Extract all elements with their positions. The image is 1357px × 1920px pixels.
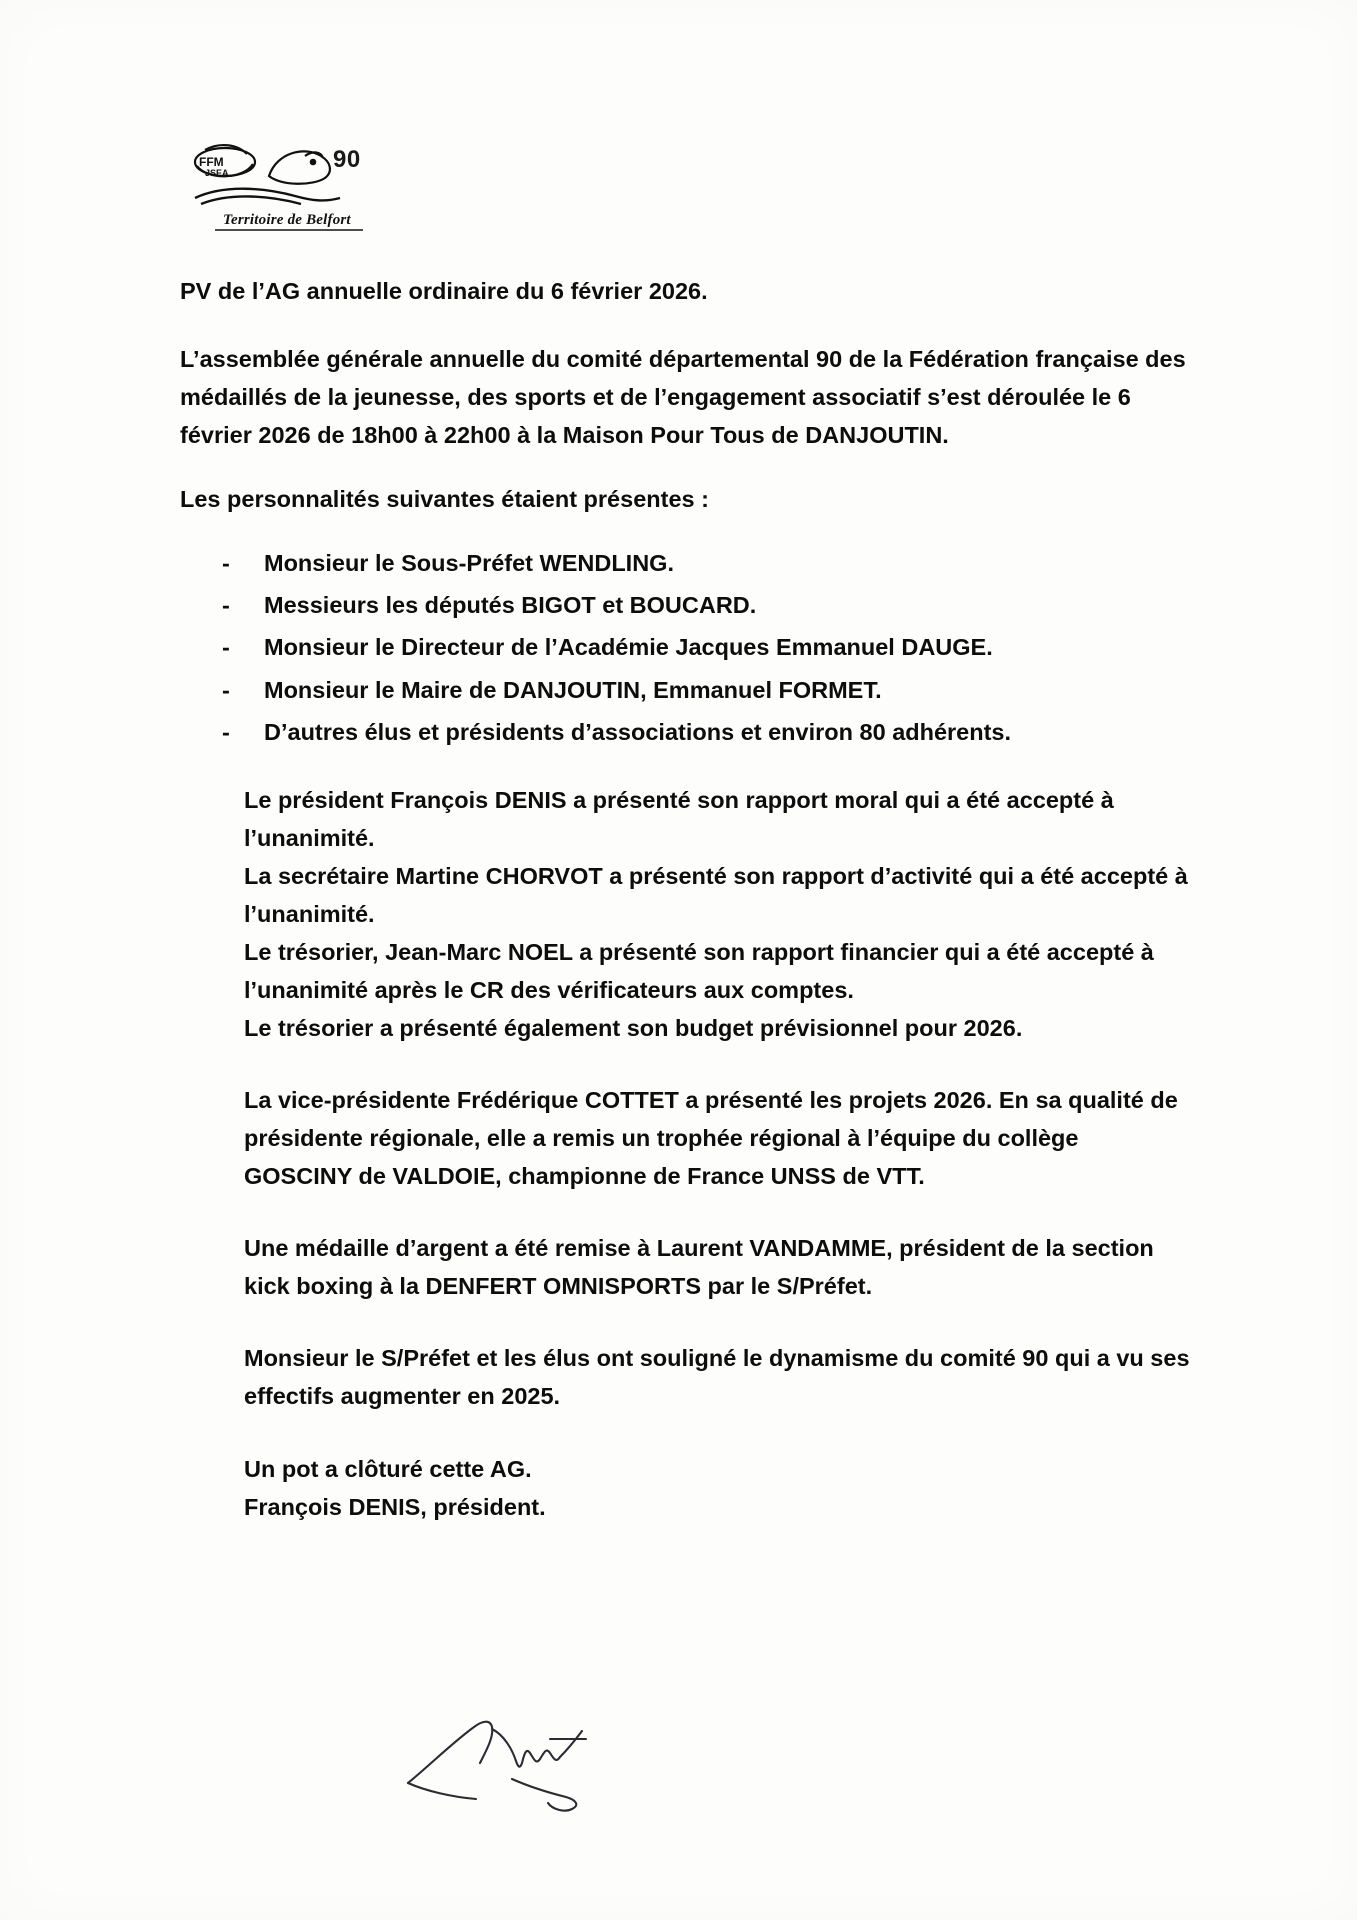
- bullet-marker: -: [222, 634, 230, 661]
- report-budget: Le trésorier a présenté également son budget prévisionnel pour 2026.: [244, 1015, 1023, 1041]
- signer-line: François DENIS, président.: [244, 1493, 546, 1520]
- closing-line: Un pot a clôturé cette AG.: [244, 1455, 532, 1482]
- list-item: [222, 586, 1190, 624]
- signature-mark: [400, 1705, 650, 1825]
- list-item: [222, 671, 1190, 709]
- bullet-marker: -: [222, 718, 230, 745]
- bullet-marker: -: [222, 550, 230, 577]
- bullet-marker: -: [222, 592, 230, 619]
- list-item: [222, 713, 1190, 751]
- report-activity: La secrétaire Martine CHORVOT a présenté son rapport d’activité qui a été accepté à l’unanimité.: [244, 862, 1188, 927]
- svg-text:FFM: FFM: [199, 155, 224, 169]
- list-item: [222, 628, 1190, 666]
- department-number: 90: [333, 146, 361, 173]
- document-body: [180, 272, 1190, 1526]
- list-item-label: D’autres élus et présidents d’associations et environ 80 adhérents.: [264, 718, 1012, 745]
- list-item: [222, 544, 1190, 582]
- spacer: [244, 1416, 1190, 1450]
- bullet-marker: -: [222, 676, 230, 703]
- spacer: [244, 1195, 1190, 1229]
- attendees-heading: Les personnalités suivantes étaient présentes :: [180, 486, 709, 513]
- reports-block: [180, 781, 1190, 1526]
- dynamism-paragraph: Monsieur le S/Préfet et les élus ont souligné le dynamisme du comité 90 qui a vu ses effectifs augmenter en 2025.: [244, 1345, 1190, 1410]
- list-item-label: Monsieur le Maire de DANJOUTIN, Emmanuel FORMET.: [264, 676, 882, 703]
- list-item-label: Monsieur le Sous-Préfet WENDLING.: [264, 550, 674, 577]
- attendees-list: [180, 544, 1190, 750]
- document-title: PV de l’AG annuelle ordinaire du 6 février 2026.: [180, 278, 708, 304]
- list-item-label: Monsieur le Directeur de l’Académie Jacques Emmanuel DAUGE.: [264, 634, 993, 661]
- projects-paragraph: La vice-présidente Frédérique COTTET a présenté les projets 2026. En sa qualité de présidente régionale, elle a remis un trophée régional à l’équipe du collège GOSCINY de VALDOIE, championne de France UNSS de VTT.: [244, 1087, 1178, 1190]
- letterhead-caption: Territoire de Belfort: [223, 212, 351, 228]
- report-financial: Le trésorier, Jean-Marc NOEL a présenté son rapport financier qui a été accepté à l’unanimité après le CR des vérificateurs aux comptes.: [244, 938, 1154, 1003]
- medal-paragraph: Une médaille d’argent a été remise à Laurent VANDAMME, président de la section kick boxing à la DENFERT OMNISPORTS par le S/Préfet.: [244, 1235, 1154, 1300]
- spacer: [244, 1047, 1190, 1081]
- list-item-label: Messieurs les députés BIGOT et BOUCARD.: [264, 592, 757, 619]
- spacer: [244, 1305, 1190, 1339]
- letterhead: [185, 140, 405, 235]
- report-moral: Le président François DENIS a présenté son rapport moral qui a été accepté à l’unanimité.: [244, 786, 1114, 851]
- intro-paragraph: L’assemblée générale annuelle du comité départemental 90 de la Fédération française des médaillés de la jeunesse, des sports et de l’engagement associatif s’est déroulée le 6 février 2026 de 18h00 à 22h00 à la Maison Pour Tous de DANJOUTIN.: [180, 346, 1186, 449]
- svg-text:JSEA: JSEA: [205, 168, 229, 178]
